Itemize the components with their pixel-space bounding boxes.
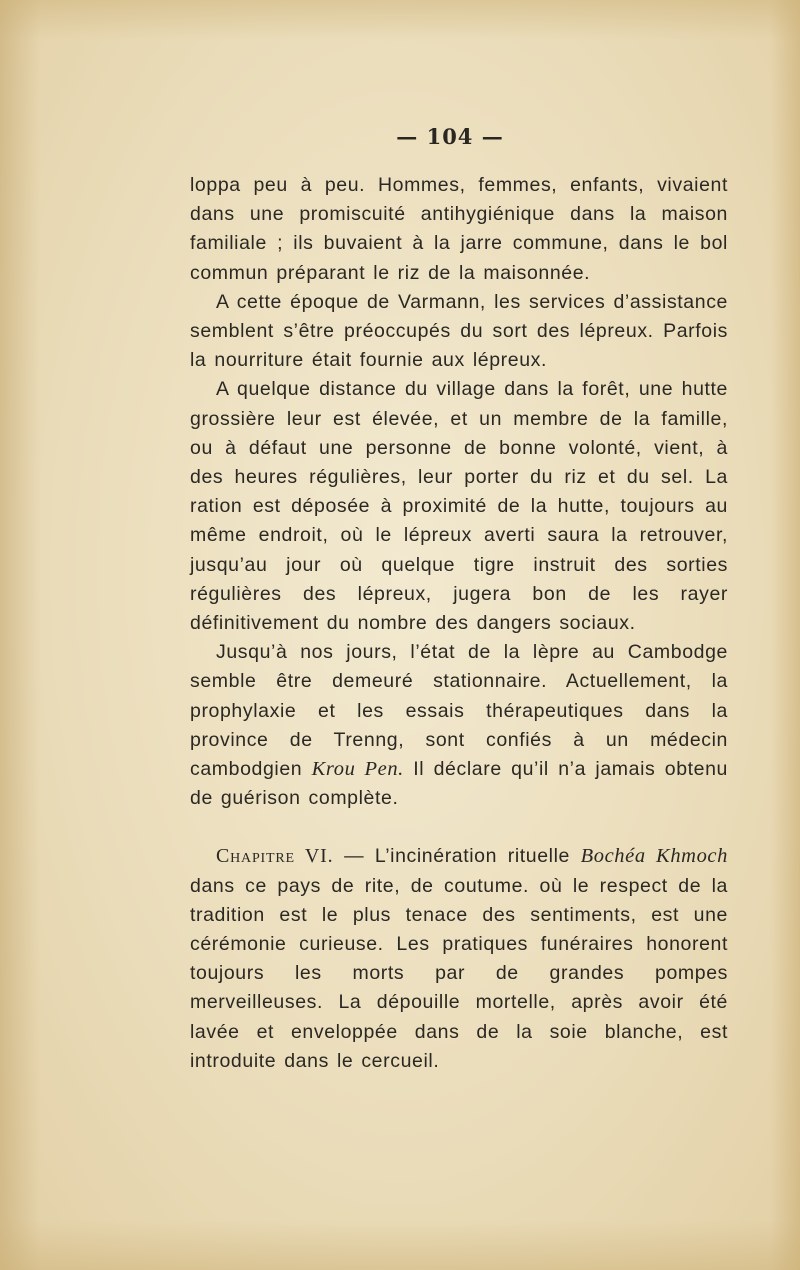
paragraph-hut: A quelque distance du village dans la forêt, une hutte grossière leur est élevée, et un membre de la famille, ou à défaut une personne de bonne volonté, vient, à des heures régulières, leur porter du riz et du sel. La ration est déposée à proximité de la hutte, toujours au même endroit, où le lépreux averti saura la retrouver, jusqu’au jour où quelque tigre instruit des sorties régulières des lépreux, jugera bon de les rayer définitivement du nombre des dangers sociaux. — [190, 378, 728, 635]
chapter-text: dans ce pays de rite, de coutume. où le respect de la tradition est le plus tenace des sentiments, est une cérémonie curieuse. Les pratiques funéraires honorent toujours les morts par de grandes pompes merveilleuses. La dépouille mortelle, après avoir été lavée et enveloppée dans de la soie blanche, est introduite dans le cercueil. — [190, 874, 728, 1072]
chapter-vi-paragraph — [190, 842, 728, 1076]
paragraph-text: Jusqu’à nos jours, l’état de la lèpre au Cambodge semble être demeuré stationnaire. Actuellement, la prophylaxie et les essais thérapeutiques dans la province de Trenng, sont confiés à un médecin cambodgien — [190, 641, 728, 781]
chapter-label: Chapitre VI. — [216, 845, 334, 868]
paragraph-continued: loppa peu à peu. Hommes, femmes, enfants, vivaient dans une promiscuité antihygiénique dans la maison familiale ; ils buvaient à la jarre commune, dans le bol commun préparant le riz de la maisonnée. — [190, 174, 728, 284]
page-edge-shadow-right — [770, 0, 800, 1270]
page-number: — 104 — — [396, 124, 504, 149]
physician-name: Krou Pen. — [311, 758, 404, 781]
chapter-term: Bochéa Khmoch — [580, 845, 728, 868]
body-text — [190, 171, 728, 1076]
paragraph-assistance: A cette époque de Varmann, les services d’assistance semblent s’être préoccupés du sort des lépreux. Parfois la nourriture était fournie aux lépreux. — [190, 290, 728, 372]
page-edge-shadow-top — [0, 0, 800, 40]
page-edge-shadow-bottom — [0, 1220, 800, 1270]
paragraph-leprosy-status — [190, 638, 728, 813]
paragraph-text: Il déclare qu’il n’a jamais obtenu de guérison complète. — [190, 758, 728, 810]
chapter-dash: — L’incinération rituelle — [333, 845, 581, 868]
page-edge-shadow-left — [0, 0, 40, 1270]
